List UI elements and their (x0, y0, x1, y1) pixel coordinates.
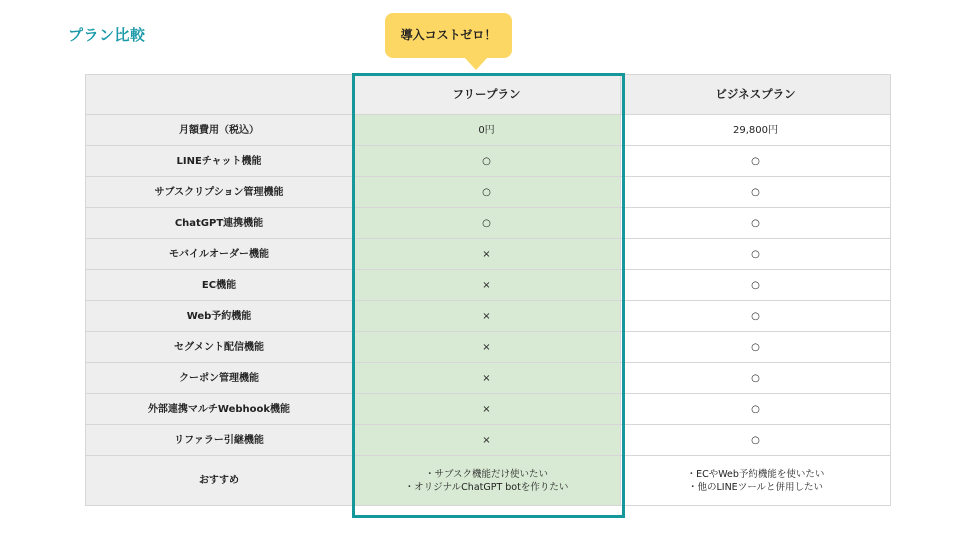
free-plan-value: × (353, 425, 621, 456)
business-plan-value: ○ (621, 332, 891, 363)
plan-comparison-table (85, 74, 891, 506)
business-plan-recommendations (621, 456, 891, 506)
free-plan-callout: 導入コストゼロ！ (385, 13, 512, 58)
row-label: モバイルオーダー機能 (86, 239, 353, 270)
recommend-item: ・サブスク機能だけ使いたい (424, 468, 549, 480)
table-header-row (86, 75, 891, 115)
free-plan-value: 0円 (353, 115, 621, 146)
table-row (86, 425, 891, 456)
free-plan-value: ○ (353, 208, 621, 239)
table-row (86, 115, 891, 146)
table-row (86, 208, 891, 239)
page-title: プラン比較 (68, 26, 146, 44)
free-plan-value: × (353, 332, 621, 363)
row-label: サブスクリプション管理機能 (86, 177, 353, 208)
table-row (86, 146, 891, 177)
row-label: LINEチャット機能 (86, 146, 353, 177)
table-row (86, 394, 891, 425)
row-label: リファラー引継機能 (86, 425, 353, 456)
free-plan-value: × (353, 363, 621, 394)
row-label: ChatGPT連携機能 (86, 208, 353, 239)
header-label-cell (86, 75, 353, 115)
business-plan-value: ○ (621, 270, 891, 301)
table-row (86, 332, 891, 363)
recommend-row (86, 456, 891, 506)
callout-pointer (464, 57, 488, 70)
business-plan-value: ○ (621, 363, 891, 394)
row-label: セグメント配信機能 (86, 332, 353, 363)
business-plan-value: ○ (621, 208, 891, 239)
table-row (86, 177, 891, 208)
free-plan-value: × (353, 239, 621, 270)
recommend-item: ・オリジナルChatGPT botを作りたい (404, 481, 569, 493)
business-plan-value: ○ (621, 239, 891, 270)
row-label: クーポン管理機能 (86, 363, 353, 394)
free-plan-value: × (353, 301, 621, 332)
free-plan-value: ○ (353, 177, 621, 208)
table-row (86, 239, 891, 270)
table-row (86, 363, 891, 394)
free-plan-value: × (353, 394, 621, 425)
business-plan-value: ○ (621, 394, 891, 425)
comparison-table-container (85, 74, 890, 506)
free-plan-recommendations (353, 456, 621, 506)
business-plan-value: ○ (621, 146, 891, 177)
row-label: EC機能 (86, 270, 353, 301)
recommend-label: おすすめ (86, 456, 353, 506)
table-row (86, 270, 891, 301)
row-label: Web予約機能 (86, 301, 353, 332)
free-plan-value: ○ (353, 146, 621, 177)
business-plan-value: ○ (621, 177, 891, 208)
free-plan-value: × (353, 270, 621, 301)
row-label: 月額費用（税込） (86, 115, 353, 146)
recommend-item: ・ECやWeb予約機能を使いたい (686, 468, 825, 480)
header-business-plan: ビジネスプラン (621, 75, 891, 115)
business-plan-value: 29,800円 (621, 115, 891, 146)
table-row (86, 301, 891, 332)
row-label: 外部連携マルチWebhook機能 (86, 394, 353, 425)
recommend-item: ・他のLINEツールと併用したい (687, 481, 823, 493)
business-plan-value: ○ (621, 425, 891, 456)
business-plan-value: ○ (621, 301, 891, 332)
header-free-plan: フリープラン (353, 75, 621, 115)
